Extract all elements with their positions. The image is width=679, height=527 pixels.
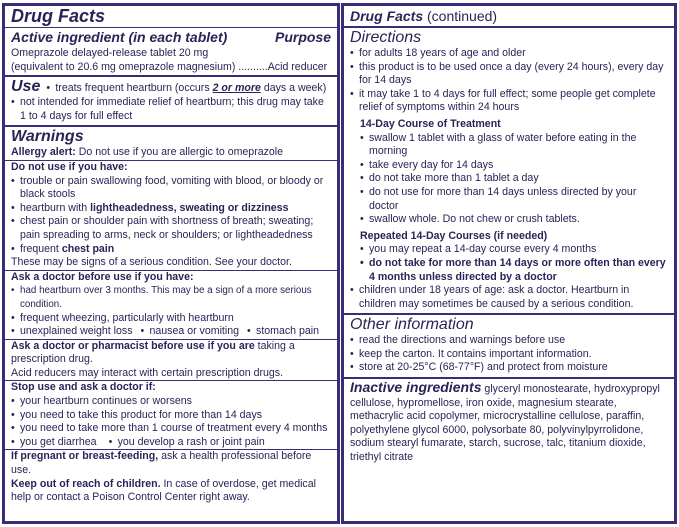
use-list-2	[11, 96, 331, 125]
other-info-section	[344, 313, 674, 377]
ask-doctor-block	[5, 270, 337, 339]
repeat-item-1: • you may repeat a 14-day course every 4 months	[360, 243, 668, 257]
use-bullet-1: • treats frequent heartburn (occurs 2 or more days a week)	[46, 82, 331, 96]
inactive-ingredients-section	[344, 377, 674, 465]
direction-3: • it may take 1 to 4 days for full effect; some people get complete relief of symptoms within 24 hours	[350, 88, 668, 115]
ask-pharmacist-text: Ask a doctor or pharmacist before use if you are taking a prescription drug.	[11, 339, 295, 366]
use-list-1	[46, 82, 331, 96]
active-ingredient-section	[5, 27, 337, 75]
dnu-item-2: • heartburn with lightheadedness, sweating or dizziness	[11, 202, 331, 216]
stop-use-heading: Stop use and ask a doctor if:	[11, 381, 156, 394]
ask-pharmacist-text-2: Acid reducers may interact with certain prescription drugs.	[11, 366, 284, 379]
course-block	[350, 118, 668, 284]
direction-2: • this product is to be used once a day (every 24 hours), every day for 14 days	[350, 61, 668, 88]
continued-title-section	[344, 6, 674, 26]
course-list	[360, 132, 668, 227]
course-item-2: • take every day for 14 days	[360, 159, 668, 173]
active-ingredient-heading: Active ingredient (in each tablet)	[11, 29, 228, 45]
stop-item-4a: • you get diarrhea	[11, 436, 97, 450]
ask-doctor-list	[11, 284, 331, 325]
ask-item-3c: • stomach pain	[247, 325, 319, 339]
dnu-item-4: • frequent chest pain	[11, 243, 331, 257]
direction-4: • children under 18 years of age: ask a doctor. Heartburn in children may sometimes be caused by a serious condition.	[350, 284, 668, 311]
stop-item-2: • you need to take this product for more than 14 days	[11, 409, 331, 423]
stop-item-3: • you need to take more than 1 course of treatment every 4 months	[11, 422, 331, 436]
do-not-use-block	[5, 160, 337, 270]
active-line-2: (equivalent to 20.6 mg omeprazole magnesium) ..........Acid reducer	[11, 60, 328, 73]
use-bullet-2: • not intended for immediate relief of heartburn; this drug may take 1 to 4 days for full effect	[11, 96, 331, 123]
pregnancy-block	[5, 449, 337, 504]
stop-item-4b: • you develop a rash or joint pain	[109, 436, 265, 450]
ask-item-1: • had heartburn over 3 months. This may be a sign of a more serious condition.	[11, 284, 331, 311]
ask-inline-list	[11, 325, 331, 339]
ask-item-3a: • unexplained weight loss	[11, 325, 133, 339]
allergy-alert: Allergy alert: Do not use if you are allergic to omeprazole	[11, 146, 284, 159]
stop-use-block	[5, 380, 337, 449]
warnings-section	[5, 125, 337, 504]
other-info-list	[350, 334, 668, 377]
continued-title: Drug Facts (continued)	[350, 8, 498, 24]
directions-list-2	[350, 284, 668, 313]
directions-heading: Directions	[350, 29, 422, 46]
ask-pharmacist-block	[5, 339, 337, 381]
use-section	[5, 75, 337, 125]
keep-out-text: Keep out of reach of children. In case of overdose, get medical help or contact a Poison Control Center right away.	[11, 477, 316, 504]
ask-item-3b: • nausea or vomiting	[141, 325, 240, 339]
use-row-1	[11, 77, 331, 96]
repeat-heading: Repeated 14-Day Courses (if needed)	[360, 229, 548, 242]
pregnancy-text: If pregnant or breast-feeding, ask a health professional before use.	[11, 450, 312, 477]
drug-facts-panel-left	[2, 3, 340, 524]
dnu-item-1: • trouble or pain swallowing food, vomiting with blood, or bloody or black stools	[11, 175, 331, 202]
dnu-item-3: • chest pain or shoulder pain with shortness of breath; sweating; pain spreading to arms, neck or shoulders; or lightheadedness	[11, 215, 331, 242]
active-line-1: Omeprazole delayed-release tablet 20 mg	[11, 47, 209, 59]
purpose-heading: Purpose	[274, 29, 331, 45]
drug-facts-title: Drug Facts	[11, 6, 106, 26]
other-item-3: • store at 20-25°C (68-77°F) and protect from moisture	[350, 361, 668, 375]
course-item-4: • do not use for more than 14 days unless directed by your doctor	[360, 186, 668, 213]
do-not-use-heading: Do not use if you have:	[11, 160, 128, 173]
direction-1: • for adults 18 years of age and older	[350, 47, 668, 61]
ask-doctor-heading: Ask a doctor before use if you have:	[11, 270, 194, 283]
course-heading: 14-Day Course of Treatment	[360, 117, 501, 130]
stop-item-1: • your heartburn continues or worsens	[11, 395, 331, 409]
do-not-use-list	[11, 175, 331, 257]
warnings-heading: Warnings	[11, 128, 84, 146]
course-item-3: • do not take more than 1 tablet a day	[360, 172, 668, 186]
other-info-heading: Other information	[350, 316, 474, 334]
directions-list	[350, 47, 668, 115]
other-item-2: • keep the carton. It contains important information.	[350, 348, 668, 362]
directions-section	[344, 26, 674, 313]
other-item-1: • read the directions and warnings before use	[350, 334, 668, 348]
ask-item-2: • frequent wheezing, particularly with heartburn	[11, 312, 331, 326]
stop-inline-list	[11, 436, 331, 450]
repeat-list	[360, 243, 668, 284]
use-heading: Use	[11, 78, 41, 96]
repeat-item-2: • do not take for more than 14 days or more often than every 4 months unless directed by a doctor	[360, 257, 668, 284]
title-section	[5, 6, 337, 27]
active-heading-row	[11, 28, 331, 47]
dnu-after-text: These may be signs of a serious condition. See your doctor.	[11, 256, 292, 269]
course-item-1: • swallow 1 tablet with a glass of water before eating in the morning	[360, 132, 668, 159]
course-item-5: • swallow whole. Do not chew or crush tablets.	[360, 213, 668, 227]
drug-facts-panel-right	[341, 3, 677, 524]
stop-use-list	[11, 395, 331, 436]
inactive-ingredients-text: Inactive ingredients glyceryl monostearate, hydroxypropyl cellulose, hypromellose, iron oxide, magnesium stearate, methacrylic acid copolymer, microcrystalline cellulose, paraffin, polyethylene glycol 6000, polysorbate 80, polyvinylpyrrolidone, sodium stearyl fumarate, starch, sucrose, talc, titanium dioxide, triethyl citrate	[350, 379, 660, 464]
